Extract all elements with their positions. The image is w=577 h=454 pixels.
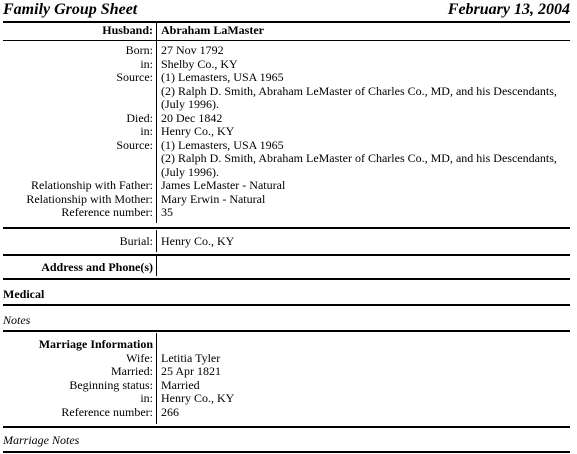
- marriage-divider: [3, 426, 570, 428]
- born-label: Born:: [125, 43, 153, 57]
- sheet-header: [3, 1, 570, 21]
- born-place: Shelby Co., KY: [161, 56, 238, 71]
- father-relationship: James LeMaster - Natural: [161, 178, 286, 192]
- mother-relationship-label: Relationship with Mother:: [26, 191, 153, 206]
- died-date: 20 Dec 1842: [161, 110, 223, 125]
- husband-reference-number: 35: [161, 205, 173, 219]
- mother-relationship: Mary Erwin - Natural: [161, 191, 266, 206]
- marriage-notes-divider: [3, 451, 570, 453]
- died-source-1: (1) Lemasters, USA 1965: [161, 137, 284, 152]
- died-in-label: in:: [140, 124, 153, 138]
- marriage-notes-label: Marriage Notes: [3, 433, 80, 447]
- born-source-2-cont: (July 1996).: [161, 97, 219, 111]
- marriage-reference-number: 266: [161, 404, 179, 419]
- marriage-place-label: in:: [140, 391, 153, 405]
- born-in-label: in:: [140, 56, 153, 71]
- wife-label: Wife:: [126, 350, 153, 365]
- husband-reference-label: Reference number:: [61, 205, 153, 219]
- husband-name: Abraham LaMaster: [161, 23, 264, 37]
- husband-column-divider: [156, 22, 157, 40]
- burial-label: Burial:: [119, 234, 153, 248]
- burial-divider: [3, 254, 570, 256]
- address-column-divider: [156, 256, 157, 276]
- husband-block-divider: [3, 227, 570, 229]
- notes-label: Notes: [3, 313, 31, 327]
- marriage-information-heading: Marriage Information: [38, 337, 153, 351]
- wife-name: Letitia Tyler: [161, 350, 221, 365]
- married-label: Married:: [111, 364, 153, 378]
- married-date: 25 Apr 1821: [161, 364, 221, 378]
- medical-label: Medical: [3, 287, 45, 301]
- burial-column-divider: [156, 230, 157, 252]
- born-source-1: (1) Lemasters, USA 1965: [161, 70, 284, 84]
- marriage-reference-label: Reference number:: [61, 404, 153, 419]
- beginning-status-label: Beginning status:: [69, 377, 153, 392]
- header-divider: [3, 21, 570, 23]
- address-phone-label: Address and Phone(s): [41, 260, 153, 274]
- died-source-2-cont: (July 1996).: [161, 164, 219, 179]
- born-source-label: Source:: [116, 70, 153, 84]
- marriage-column-divider: [156, 333, 157, 424]
- born-date: 27 Nov 1792: [161, 43, 224, 57]
- medical-divider: [3, 304, 570, 306]
- husband-label: Husband:: [102, 23, 153, 37]
- born-source-2: (2) Ralph D. Smith, Abraham LeMaster of Charles Co., MD, and his Descendants,: [161, 83, 557, 98]
- address-divider: [3, 278, 570, 280]
- sheet-title: Family Group Sheet: [3, 1, 138, 18]
- notes-divider: [3, 330, 570, 332]
- died-source-2: (2) Ralph D. Smith, Abraham LeMaster of Charles Co., MD, and his Descendants,: [161, 151, 557, 165]
- died-source-label: Source:: [116, 137, 153, 152]
- beginning-status: Married: [161, 377, 200, 392]
- father-relationship-label: Relationship with Father:: [31, 178, 153, 192]
- died-label: Died:: [126, 110, 153, 125]
- sheet-date: February 13, 2004: [447, 1, 570, 18]
- died-place: Henry Co., KY: [161, 124, 235, 138]
- husband-details-column-divider: [156, 40, 157, 223]
- husband-name-divider: [3, 40, 570, 41]
- marriage-place: Henry Co., KY: [161, 391, 235, 405]
- burial-place: Henry Co., KY: [161, 234, 235, 248]
